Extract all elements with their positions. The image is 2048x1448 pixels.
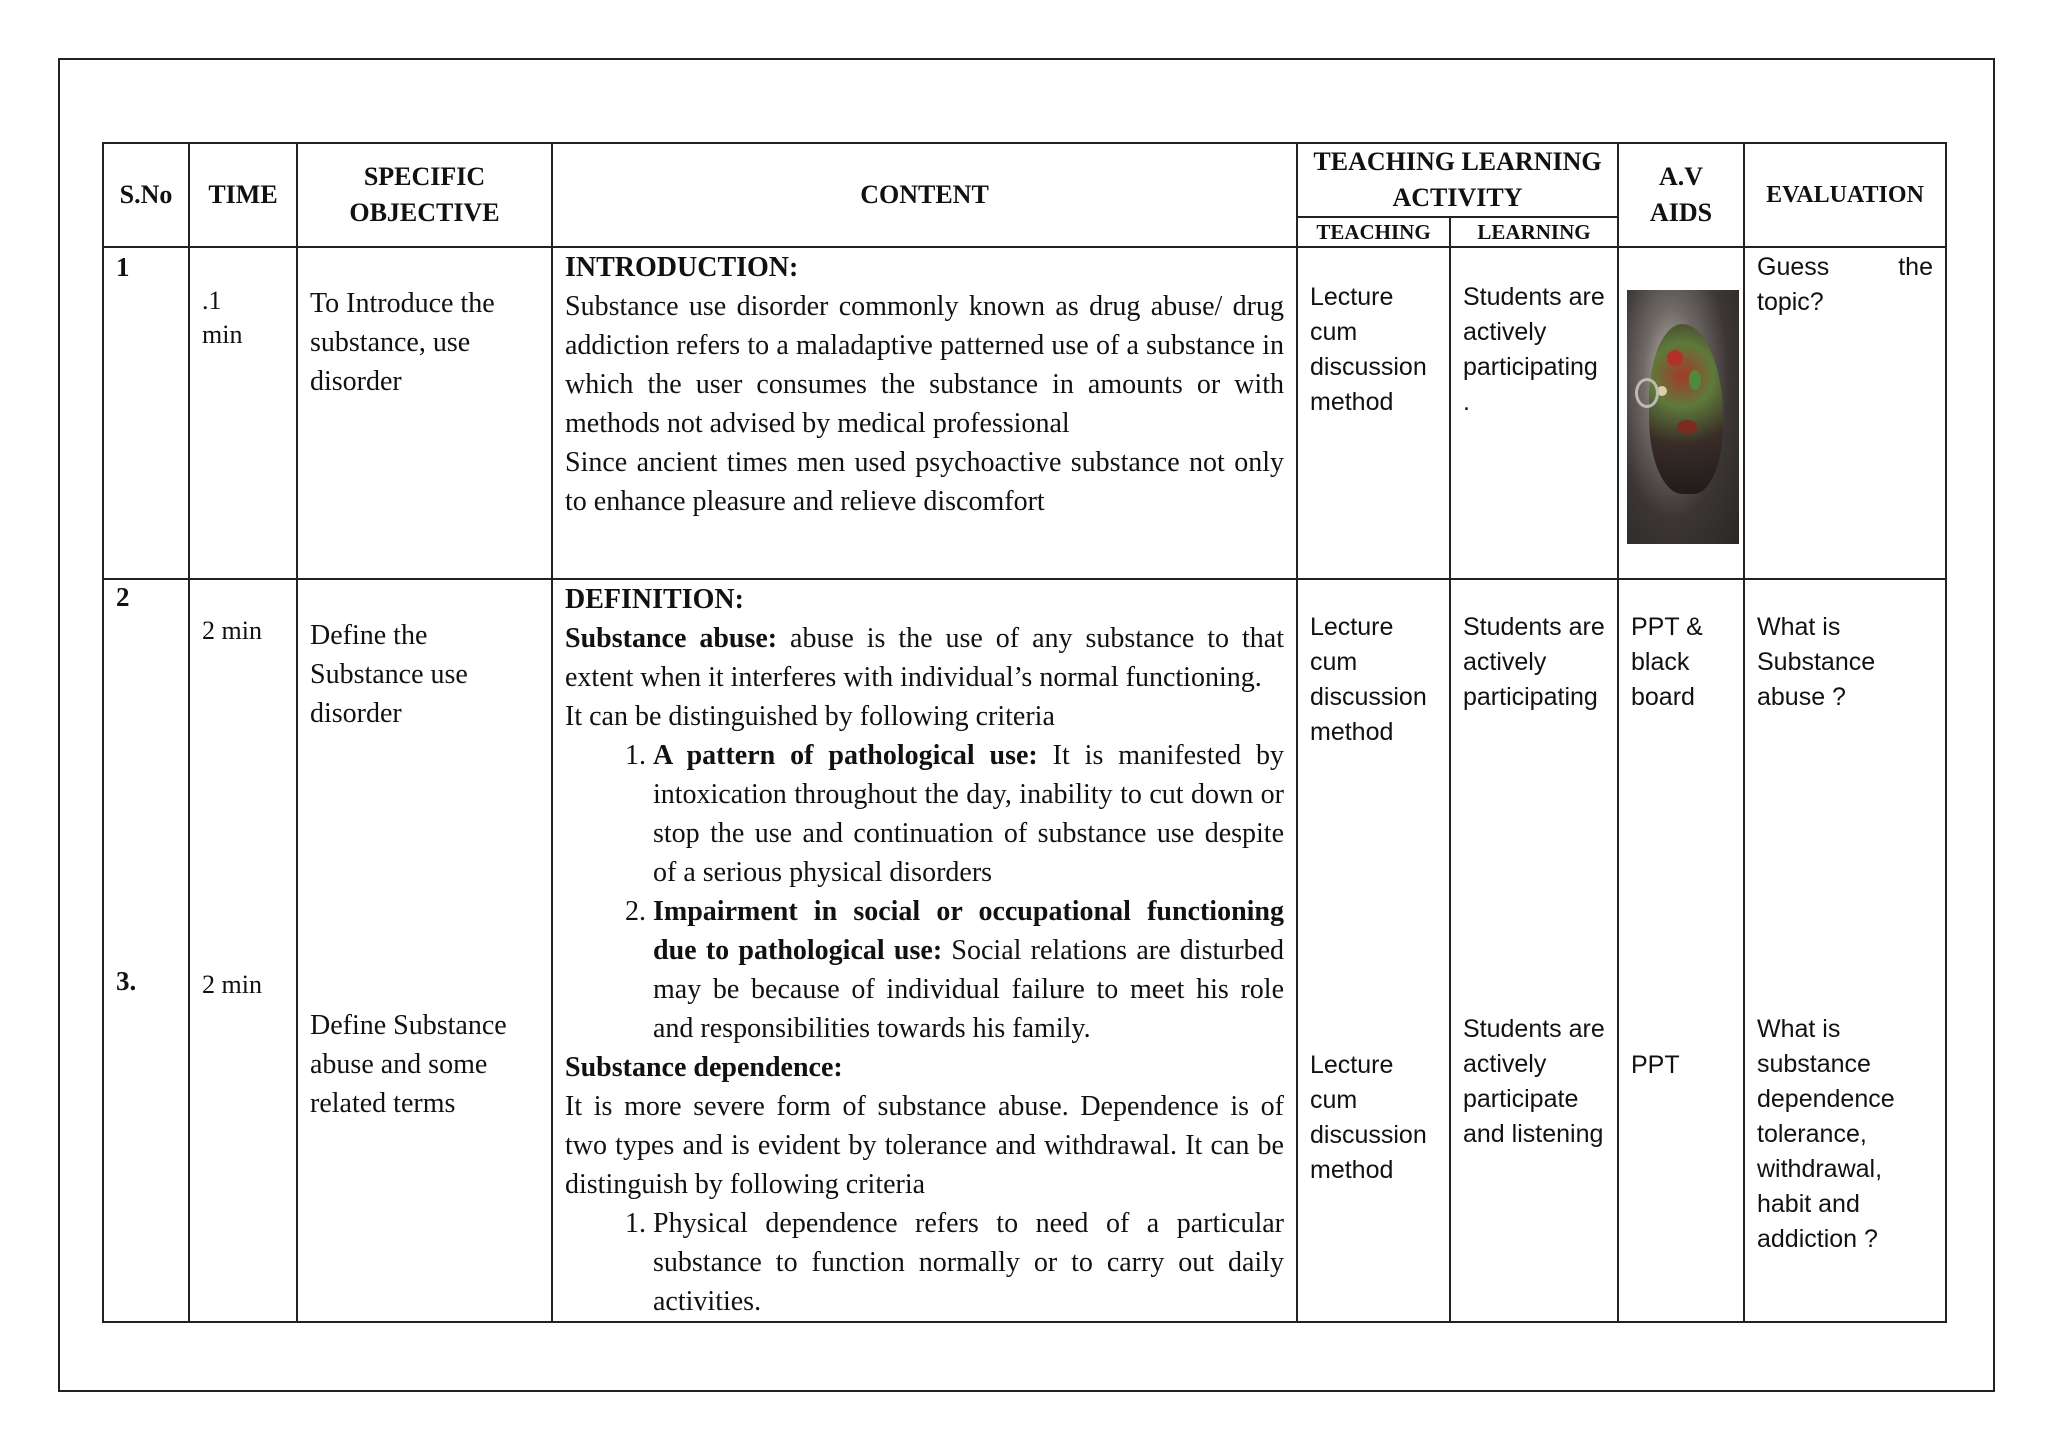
row1-time-unit: min (202, 320, 243, 349)
criteria-2-text: Social relations are disturbed may be because of individual failure to meet his role and responsibilities towards his family. (653, 935, 1284, 1044)
pill-shape (1667, 350, 1683, 366)
header-content: CONTENT (552, 143, 1297, 247)
criteria-1-text: It is manifested by intoxication throughout the day, inability to cut down or stop the use and continuation of substance use despite of a serious physical disorders (653, 740, 1285, 888)
row2-teaching: Lecture cum discussion method (1310, 613, 1427, 746)
header-sno: S.No (103, 143, 189, 247)
abuse-criteria-intro: It can be distinguished by following criteria (565, 701, 1055, 732)
row1-time-value: .1 (202, 286, 222, 315)
row3-learning: Students are actively participate and listening (1463, 1015, 1605, 1148)
row1-teaching: Lecture cum discussion method (1310, 283, 1427, 416)
substance-abuse-illustration (1627, 290, 1739, 544)
introduction-paragraph-1: Substance use disorder commonly known as drug abuse/ drug addiction refers to a maladaptive patterned use of a substance in which the user consumes the substance in amounts or with methods not advised by medical professional (565, 291, 1284, 439)
header-av-aids: A.V AIDS (1618, 143, 1744, 247)
row2-learning: Students are actively participating (1463, 613, 1605, 711)
substance-dependence-text: It is more severe form of substance abuse. Dependence is of two types and is evident by tolerance and withdrawal. It can be distinguish by following criteria (565, 1091, 1284, 1200)
header-evaluation: EVALUATION (1744, 143, 1946, 247)
lesson-plan-table (102, 142, 1947, 1323)
row1-learning (1463, 280, 1611, 420)
row1-evaluation-word-1: Guess (1757, 253, 1830, 281)
row2-sno: 2 (116, 582, 130, 612)
head-silhouette (1649, 324, 1723, 494)
introduction-heading: INTRODUCTION: (565, 252, 799, 283)
abuse-criteria-list (565, 736, 1284, 1048)
substance-dependence-heading: Substance dependence: (565, 1052, 843, 1083)
row1-content (553, 248, 1296, 521)
row1-sno: 1 (116, 252, 130, 282)
substance-abuse-label: Substance abuse: (565, 623, 778, 654)
pill-shape (1677, 420, 1697, 434)
table-row (103, 247, 1946, 579)
header-learning: LEARNING (1450, 217, 1618, 247)
table-row (103, 579, 1946, 1322)
row1-objective: To Introduce the substance, use disorder (310, 288, 495, 397)
dependence-criteria-list (565, 1204, 1284, 1321)
row2-row3-content (553, 580, 1296, 1321)
criteria-2-label: Impairment in social or occupational functioning due to pathological use: (653, 896, 1284, 966)
row2-objective: Define the Substance use disorder (310, 620, 468, 729)
row2-evaluation: What is Substance abuse ? (1757, 613, 1876, 711)
criteria-1-label: A pattern of pathological use: (653, 740, 1038, 771)
header-objective: SPECIFIC OBJECTIVE (297, 143, 552, 247)
list-item (653, 892, 1284, 1048)
row1-evaluation (1757, 250, 1933, 320)
row2-av-aids: PPT & black board (1631, 613, 1703, 711)
syringe-ring-shape (1635, 378, 1659, 408)
header-teaching-learning-activity: TEACHING LEARNING ACTIVITY (1297, 143, 1618, 217)
row1-time (202, 284, 242, 352)
row3-evaluation: What is substance dependence tolerance, withdrawal, habit and addiction ? (1757, 1015, 1895, 1253)
row2-time: 2 min (202, 616, 262, 645)
row3-time: 2 min (202, 970, 262, 999)
substance-abuse-text: abuse is the use of any substance to that extent when it interferes with individual’s normal functioning. (565, 623, 1284, 693)
row1-evaluation-line-2: topic? (1757, 288, 1824, 316)
row3-av-aids: PPT (1631, 1051, 1680, 1079)
row1-evaluation-word-2: the (1898, 253, 1933, 281)
introduction-paragraph-2: Since ancient times men used psychoactive substance not only to enhance pleasure and relieve discomfort (565, 447, 1284, 517)
row3-teaching: Lecture cum discussion method (1310, 1051, 1427, 1184)
header-time: TIME (189, 143, 297, 247)
row1-learning-text: Students are actively participating (1463, 283, 1605, 381)
header-teaching: TEACHING (1297, 217, 1450, 247)
definition-heading: DEFINITION: (565, 584, 744, 615)
substance-abuse-definition (565, 619, 1284, 697)
row3-objective: Define Substance abuse and some related terms (310, 1010, 507, 1119)
row3-sno: 3. (116, 966, 137, 996)
row1-learning-dot: . (1463, 388, 1470, 416)
leaf-shape (1689, 370, 1701, 390)
list-item (653, 736, 1284, 892)
list-item: 1. Physical dependence refers to need of a particular substance to function normally or to carry out daily activities. (653, 1204, 1284, 1321)
